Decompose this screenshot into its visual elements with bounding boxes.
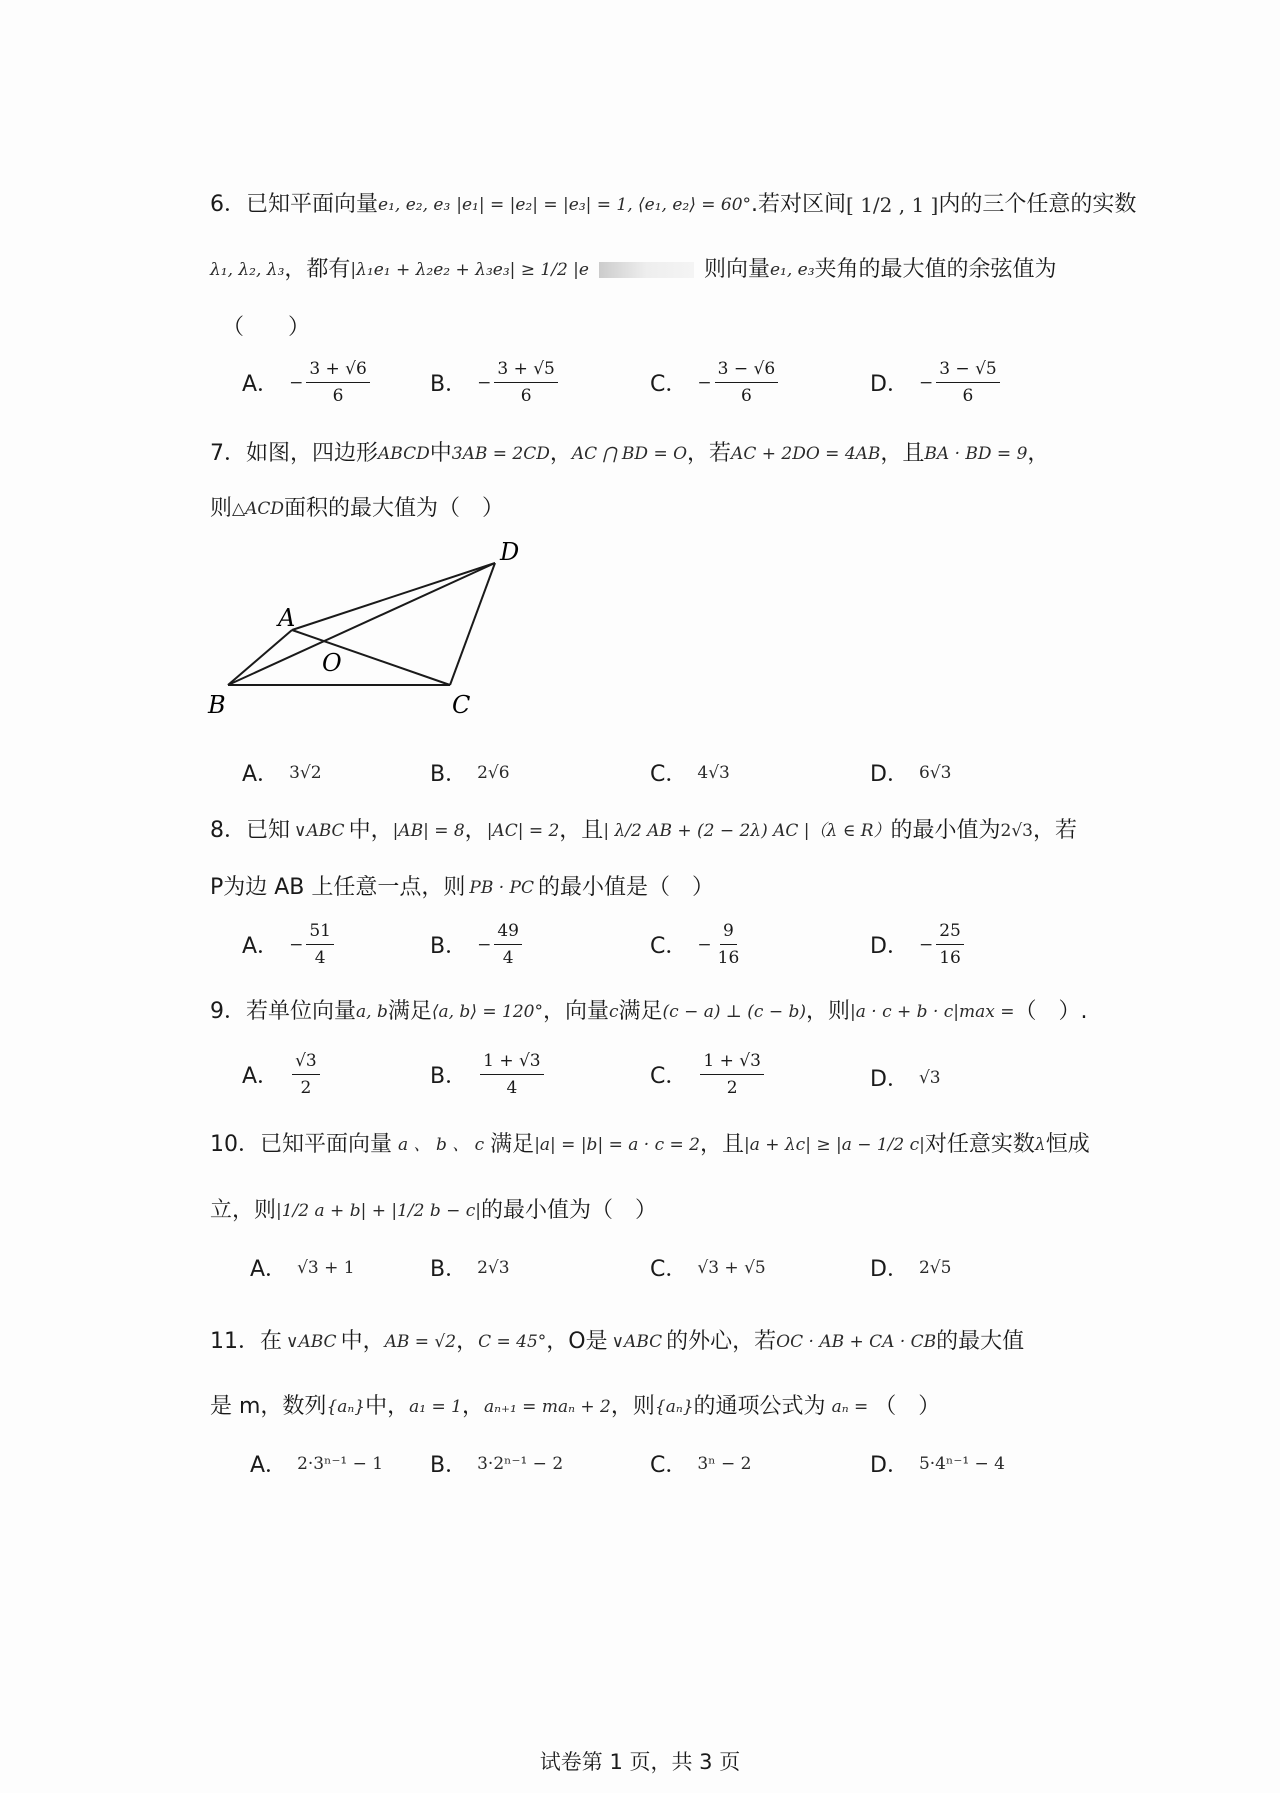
q10-line-1 — [210, 1130, 1090, 1160]
redacted-region — [599, 262, 694, 278]
fraction-numerator: 25 — [936, 920, 964, 945]
q10-text: ，且 — [699, 1132, 744, 1157]
q6-option-d[interactable] — [870, 358, 1003, 407]
option-label: C． — [650, 1453, 688, 1478]
option-label: A． — [242, 934, 280, 959]
q11-condition-4: a₁ = 1 — [409, 1397, 462, 1417]
option-value: 4√3 — [697, 762, 730, 783]
q8-condition-2: |AC| = 2 — [486, 821, 560, 841]
fraction-denominator: 4 — [506, 1078, 518, 1098]
q6-vector-pair: e₁, e₃ — [769, 260, 815, 280]
q11-text: 中， — [340, 1329, 385, 1354]
q9-number: 9． — [210, 999, 246, 1024]
q6-text: .若对区间 — [751, 192, 847, 217]
q11-condition-6: aₙ = — [831, 1397, 869, 1417]
q11-condition-3: OC · AB + CA · CB — [776, 1332, 937, 1352]
q11-line-1 — [210, 1327, 1024, 1357]
q7-option-c[interactable] — [650, 757, 730, 788]
q10-number: 10． — [210, 1132, 260, 1157]
q8-text: ， — [464, 818, 487, 843]
option-value: 2√3 — [477, 1257, 510, 1278]
q11-option-b[interactable] — [430, 1448, 563, 1479]
q8-text: P为边 AB 上任意一点，则 — [210, 875, 466, 900]
q8-text: 中， — [348, 818, 393, 843]
option-label: D． — [870, 372, 909, 397]
option-label: A． — [242, 372, 280, 397]
figure-label-d: D — [500, 538, 520, 566]
option-fraction — [306, 920, 334, 969]
q7-option-d[interactable] — [870, 757, 951, 788]
q7-text: 则 — [210, 496, 233, 521]
option-label: D． — [870, 1257, 909, 1282]
q8-line-1 — [210, 816, 1077, 846]
q8-line-2 — [210, 873, 714, 903]
q11-options — [0, 1448, 1280, 1508]
fraction-numerator: 51 — [306, 920, 334, 945]
option-fraction — [306, 358, 370, 407]
option-value: 3√2 — [289, 762, 322, 783]
option-sign: − — [477, 934, 492, 955]
q11-triangle: ∨ABC — [611, 1332, 663, 1352]
q10-option-d[interactable] — [870, 1252, 951, 1283]
q8-option-b[interactable] — [430, 920, 525, 969]
fraction-numerator: 1 + √3 — [480, 1050, 544, 1075]
q11-text: ， — [456, 1329, 479, 1354]
fraction-denominator: 2 — [300, 1078, 312, 1098]
q7-line-1 — [210, 439, 1049, 469]
q7-options — [0, 745, 1280, 805]
segment-ad — [292, 563, 495, 630]
q7-text: ， — [1027, 441, 1050, 466]
q9-options — [0, 1050, 1280, 1110]
option-value: 3ⁿ − 2 — [697, 1453, 752, 1474]
q8-text: 的最小值为 — [890, 818, 1001, 843]
q9-text: ，向量 — [542, 999, 609, 1024]
option-sign: − — [289, 372, 304, 393]
q8-dot-product: PB · PC — [469, 878, 534, 898]
fraction-numerator: 49 — [494, 920, 522, 945]
q6-vectors: e₁, e₂, e₃ — [378, 195, 451, 215]
q9-line-1 — [210, 997, 1088, 1027]
q6-lambdas: λ₁, λ₂, λ₃ — [210, 260, 285, 280]
q7-text: ， — [549, 441, 572, 466]
option-sign: − — [697, 934, 712, 955]
q10-text: 已知平面向量 — [260, 1132, 393, 1157]
fraction-numerator: 3 − √6 — [715, 358, 779, 383]
q10-options — [0, 1252, 1280, 1312]
fraction-denominator: 4 — [502, 948, 514, 968]
q11-option-d[interactable] — [870, 1448, 1005, 1479]
option-label: C． — [650, 934, 688, 959]
q11-sequence: {aₙ} — [326, 1397, 366, 1417]
option-label: D． — [870, 934, 909, 959]
option-label: A． — [250, 1453, 288, 1478]
q6-inequality: |λ₁e₁ + λ₂e₂ + λ₃e₃| ≥ 1/2 |e — [350, 260, 589, 280]
q9-option-d[interactable] — [870, 1062, 941, 1093]
q6-option-b[interactable] — [430, 358, 561, 407]
option-value: √3 — [918, 1067, 941, 1088]
q8-domain: （λ ∈ R） — [809, 821, 891, 841]
q6-line-2 — [210, 255, 1057, 285]
q7-condition-3: AC + 2DO = 4AB — [731, 444, 881, 464]
q8-option-d[interactable] — [870, 920, 967, 969]
q11-text: ， — [461, 1394, 484, 1419]
q7-option-b[interactable] — [430, 757, 510, 788]
option-label: B． — [430, 934, 468, 959]
q6-text: 内的三个任意的实数 — [938, 192, 1137, 217]
option-label: C． — [650, 372, 688, 397]
q10-condition-2: |a + λc| ≥ |a − 1/2 c| — [743, 1135, 925, 1155]
q9-condition-1: ⟨a, b⟩ = 120° — [431, 1002, 543, 1022]
fraction-denominator: 6 — [520, 386, 532, 406]
segment-ab — [228, 630, 292, 685]
figure-lines — [228, 563, 495, 685]
option-value: 2√5 — [918, 1257, 952, 1278]
answer-paren: （ ） — [222, 315, 311, 340]
q6-option-c[interactable] — [650, 358, 781, 407]
fraction-denominator: 6 — [740, 386, 752, 406]
q8-text: ，且 — [559, 818, 604, 843]
q10-option-c[interactable] — [650, 1252, 766, 1283]
q8-condition-1: |AB| = 8 — [392, 821, 465, 841]
q11-triangle: ∨ABC — [286, 1332, 337, 1352]
figure-label-o: O — [322, 649, 342, 677]
q11-condition-2: C = 45° — [478, 1332, 547, 1352]
option-label: C． — [650, 762, 688, 787]
q8-option-a[interactable] — [242, 920, 337, 969]
q8-triangle: ∨ABC — [294, 821, 345, 841]
option-fraction — [292, 1050, 320, 1099]
fraction-denominator: 6 — [962, 386, 974, 406]
q8-text: 已知 — [246, 818, 291, 843]
segment-bd — [228, 563, 495, 685]
option-sign: − — [477, 372, 492, 393]
q11-sequence: {aₙ} — [654, 1397, 694, 1417]
q6-text: 则向量 — [703, 257, 770, 282]
option-label: D． — [870, 762, 909, 787]
q7-triangle: △ACD — [232, 499, 285, 519]
option-label: B． — [430, 372, 468, 397]
q7-quadrilateral: ABCD — [378, 444, 430, 464]
fraction-numerator: 3 + √5 — [494, 358, 558, 383]
option-label: D． — [870, 1067, 909, 1092]
option-label: A． — [250, 1257, 288, 1282]
fraction-denominator: 6 — [332, 386, 344, 406]
figure-label-a: A — [278, 604, 296, 632]
q7-text: ，若 — [687, 441, 732, 466]
q11-option-c[interactable] — [650, 1448, 751, 1479]
q7-text: 面积的最大值为（ ） — [284, 496, 505, 521]
option-fraction — [936, 920, 964, 969]
q11-option-a[interactable] — [250, 1448, 383, 1479]
q11-line-2 — [210, 1392, 940, 1422]
segment-ac — [292, 630, 450, 685]
q9-condition-2: (c − a) ⊥ (c − b) — [662, 1002, 807, 1022]
option-fraction — [494, 358, 558, 407]
q10-text: 满足 — [490, 1132, 535, 1157]
q7-figure — [200, 535, 540, 730]
q9-text: ，则 — [806, 999, 851, 1024]
fraction-denominator: 2 — [726, 1078, 738, 1098]
option-value: 2·3ⁿ⁻¹ − 1 — [297, 1453, 384, 1474]
q11-text: 的最大值 — [936, 1329, 1025, 1354]
q8-option-c[interactable] — [650, 920, 745, 969]
q9-text: （ ）. — [1014, 999, 1088, 1024]
q6-paren — [222, 313, 310, 343]
q8-text: ，若 — [1032, 818, 1077, 843]
q10-text: 对任意实数 — [924, 1132, 1035, 1157]
fraction-denominator: 4 — [314, 948, 326, 968]
option-fraction — [494, 920, 522, 969]
q6-text: 夹角的最大值的余弦值为 — [814, 257, 1057, 282]
fraction-numerator: √3 — [292, 1050, 320, 1075]
option-label: C． — [650, 1257, 688, 1282]
page-footer: 试卷第 1 页，共 3 页 — [539, 1750, 741, 1774]
fraction-numerator: 3 − √5 — [936, 358, 1000, 383]
q6-options — [0, 358, 1280, 418]
q6-interval: [ 1/2 , 1 ] — [846, 193, 939, 217]
option-label: B． — [430, 1257, 468, 1282]
q8-min-value: 2√3 — [1000, 821, 1033, 841]
fraction-numerator: 3 + √6 — [306, 358, 370, 383]
q11-text: 在 — [260, 1329, 283, 1354]
q10-line-2 — [210, 1196, 657, 1226]
q8-number: 8． — [210, 818, 246, 843]
q11-text: 中， — [365, 1394, 410, 1419]
q9-condition-3: |a · c + b · c|max = — [850, 1002, 1015, 1022]
fraction-numerator: 1 + √3 — [700, 1050, 764, 1075]
q7-text: 如图，四边形 — [246, 441, 379, 466]
q10-text: 恒成 — [1045, 1132, 1090, 1157]
option-label: D． — [870, 1453, 909, 1478]
q10-text: 立，则 — [210, 1198, 277, 1223]
option-sign: − — [697, 372, 712, 393]
q7-text: 中 — [429, 441, 452, 466]
q11-text: 的外心，若 — [666, 1329, 777, 1354]
q8-options — [0, 920, 1280, 980]
fraction-numerator: 9 — [720, 920, 737, 945]
q6-line-1 — [210, 190, 1136, 220]
q8-text: 的最小值是（ ） — [538, 875, 715, 900]
q9-vectors: a, b — [356, 1002, 388, 1022]
option-sign: − — [918, 934, 934, 955]
figure-label-c: C — [452, 691, 471, 719]
q9-option-a[interactable] — [242, 1050, 323, 1099]
option-value: 3·2ⁿ⁻¹ − 2 — [477, 1453, 564, 1474]
q9-text: 若单位向量 — [246, 999, 357, 1024]
option-label: B． — [430, 1064, 468, 1089]
option-fraction — [700, 1050, 764, 1099]
q10-vectors: a 、 b 、 c — [398, 1135, 485, 1155]
q6-number: 6． — [210, 192, 246, 217]
option-label: A． — [242, 762, 280, 787]
option-label: B． — [430, 762, 468, 787]
q11-text: ，则 — [610, 1394, 655, 1419]
q10-expression: |1/2 a + b| + |1/2 b − c| — [276, 1201, 482, 1221]
q7-condition-1: 3AB = 2CD — [451, 444, 550, 464]
q10-option-a[interactable] — [250, 1252, 355, 1283]
q10-text: 的最小值为（ ） — [481, 1198, 658, 1223]
q11-condition-5: aₙ₊₁ = maₙ + 2 — [483, 1397, 611, 1417]
fraction-denominator: 16 — [939, 948, 961, 968]
q10-lambda: λ — [1034, 1135, 1046, 1155]
q6-option-a[interactable] — [242, 358, 373, 407]
q7-line-2 — [210, 494, 504, 524]
q6-condition: |e₁| = |e₂| = |e₃| = 1, ⟨e₁, e₂⟩ = 60° — [456, 195, 752, 215]
q10-option-b[interactable] — [430, 1252, 510, 1283]
option-value: 2√6 — [477, 762, 510, 783]
q6-text: ，都有 — [284, 257, 351, 282]
q7-condition-2: AC ⋂ BD = O — [571, 444, 688, 464]
option-fraction — [936, 358, 1000, 407]
option-fraction — [715, 920, 743, 969]
option-label: A． — [242, 1064, 280, 1089]
option-sign: − — [918, 372, 934, 393]
q9-option-c[interactable] — [650, 1050, 767, 1099]
option-fraction — [480, 1050, 544, 1099]
q9-text: 满足 — [387, 999, 432, 1024]
q11-number: 11． — [210, 1329, 260, 1354]
q7-option-a[interactable] — [242, 757, 322, 788]
figure-label-b: B — [208, 691, 226, 719]
fraction-denominator: 16 — [717, 948, 740, 968]
q11-text: ，O是 — [546, 1329, 608, 1354]
option-label: C． — [650, 1064, 688, 1089]
q9-text: 满足 — [618, 999, 663, 1024]
q7-number: 7． — [210, 441, 246, 466]
option-value: 6√3 — [918, 762, 952, 783]
option-fraction — [715, 358, 779, 407]
q11-text: 的通项公式为 — [693, 1394, 826, 1419]
q8-expression: | λ/2 AB + (2 − 2λ) AC | — [603, 821, 810, 841]
option-label: B． — [430, 1453, 468, 1478]
q9-vector-c: c — [608, 1002, 619, 1022]
option-value: √3 + 1 — [297, 1257, 355, 1278]
q9-option-b[interactable] — [430, 1050, 547, 1099]
q11-text: 是 m，数列 — [210, 1394, 327, 1419]
q6-text: 已知平面向量 — [246, 192, 379, 217]
option-value: 5·4ⁿ⁻¹ − 4 — [918, 1453, 1005, 1474]
q7-text: ，且 — [880, 441, 925, 466]
q10-condition-1: |a| = |b| = a · c = 2 — [534, 1135, 700, 1155]
option-value: √3 + √5 — [697, 1257, 766, 1278]
q11-text: （ ） — [874, 1394, 941, 1419]
q11-condition-1: AB = √2 — [384, 1332, 457, 1352]
q7-condition-4: BA · BD = 9 — [924, 444, 1028, 464]
option-sign: − — [289, 934, 304, 955]
